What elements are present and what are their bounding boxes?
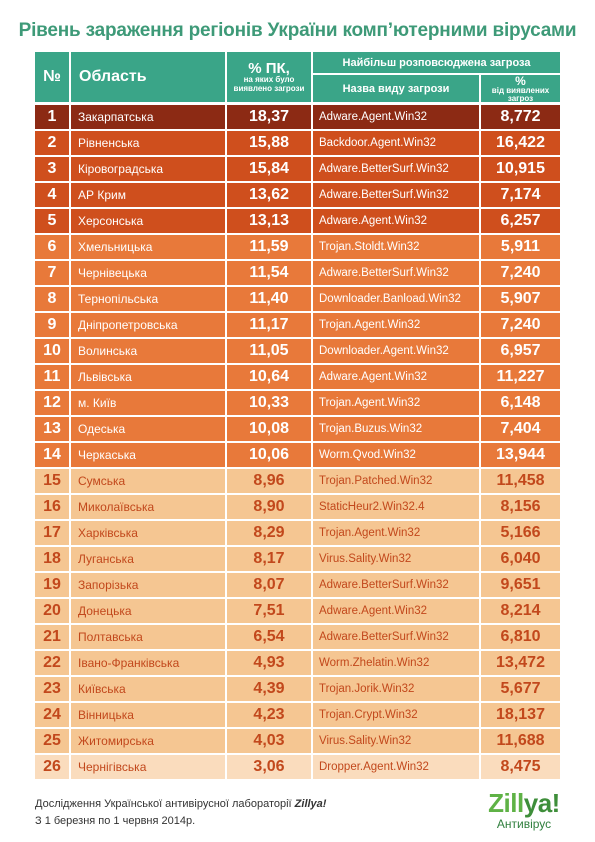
row-number: 10: [35, 339, 69, 365]
table-header: [35, 52, 560, 102]
header-threat: Найбільш розповсюджена загроза: [313, 52, 560, 73]
row-pct: 7,51: [227, 599, 311, 625]
row-share: 13,944: [481, 443, 560, 469]
row-number: 17: [35, 521, 69, 547]
row-region: Дніпропетровська: [71, 313, 225, 339]
table-row: [35, 417, 560, 443]
row-threat-name: StaticHeur2.Win32.4: [313, 495, 479, 521]
row-region: Івано-Франківська: [71, 651, 225, 677]
row-pct: 10,33: [227, 391, 311, 417]
row-share: 16,422: [481, 131, 560, 157]
header-share-subtitle: від виявлених загроз: [491, 85, 550, 103]
table-row: [35, 729, 560, 755]
row-number: 13: [35, 417, 69, 443]
table-row: [35, 157, 560, 183]
table-row: [35, 443, 560, 469]
header-share-title: %: [515, 73, 526, 88]
row-threat-name: Adware.Agent.Win32: [313, 209, 479, 235]
row-pct: 8,96: [227, 469, 311, 495]
row-region: Вінницька: [71, 703, 225, 729]
row-share: 6,810: [481, 625, 560, 651]
header-pct: [227, 52, 311, 102]
table-body: [35, 105, 560, 781]
row-pct: 11,05: [227, 339, 311, 365]
row-number: 12: [35, 391, 69, 417]
row-number: 8: [35, 287, 69, 313]
table-row: [35, 469, 560, 495]
row-pct: 18,37: [227, 105, 311, 131]
row-region: Волинська: [71, 339, 225, 365]
table-row: [35, 183, 560, 209]
row-pct: 4,39: [227, 677, 311, 703]
row-pct: 11,54: [227, 261, 311, 287]
row-pct: 15,88: [227, 131, 311, 157]
table-row: [35, 677, 560, 703]
row-threat-name: Trojan.Buzus.Win32: [313, 417, 479, 443]
row-pct: 4,03: [227, 729, 311, 755]
row-share: 7,404: [481, 417, 560, 443]
row-region: Закарпатська: [71, 105, 225, 131]
row-share: 5,677: [481, 677, 560, 703]
table-row: [35, 105, 560, 131]
row-number: 18: [35, 547, 69, 573]
row-share: 7,174: [481, 183, 560, 209]
zillya-logo: [484, 790, 564, 831]
row-threat-name: Adware.Agent.Win32: [313, 105, 479, 131]
row-threat-name: Dropper.Agent.Win32: [313, 755, 479, 781]
row-share: 6,040: [481, 547, 560, 573]
row-threat-name: Trojan.Agent.Win32: [313, 521, 479, 547]
header-pct-subtitle: на яких було виявлено загрози: [233, 75, 305, 93]
footer-source: Дослідження Української антивірусної лабораторії: [35, 798, 295, 810]
table-row: [35, 339, 560, 365]
row-threat-name: Adware.Agent.Win32: [313, 599, 479, 625]
row-threat-name: Worm.Qvod.Win32: [313, 443, 479, 469]
header-pct-title: % ПК,: [248, 59, 290, 77]
row-threat-name: Adware.BetterSurf.Win32: [313, 183, 479, 209]
row-number: 11: [35, 365, 69, 391]
footer-line-1: [35, 796, 326, 813]
row-share: 8,214: [481, 599, 560, 625]
row-pct: 8,17: [227, 547, 311, 573]
row-number: 3: [35, 157, 69, 183]
table-row: [35, 131, 560, 157]
table-row: [35, 209, 560, 235]
row-number: 16: [35, 495, 69, 521]
row-region: Полтавська: [71, 625, 225, 651]
row-threat-name: Trojan.Agent.Win32: [313, 391, 479, 417]
row-pct: 10,08: [227, 417, 311, 443]
row-region: Херсонська: [71, 209, 225, 235]
row-share: 7,240: [481, 313, 560, 339]
row-pct: 11,59: [227, 235, 311, 261]
row-region: АР Крим: [71, 183, 225, 209]
table-row: [35, 703, 560, 729]
row-share: 8,156: [481, 495, 560, 521]
row-pct: 10,64: [227, 365, 311, 391]
row-number: 14: [35, 443, 69, 469]
table-row: [35, 365, 560, 391]
header-num: №: [35, 52, 69, 102]
row-share: 11,688: [481, 729, 560, 755]
row-number: 20: [35, 599, 69, 625]
row-threat-name: Adware.BetterSurf.Win32: [313, 625, 479, 651]
row-pct: 13,62: [227, 183, 311, 209]
row-region: Луганська: [71, 547, 225, 573]
row-pct: 15,84: [227, 157, 311, 183]
row-pct: 10,06: [227, 443, 311, 469]
row-region: Хмельницька: [71, 235, 225, 261]
row-region: Чернігівська: [71, 755, 225, 781]
row-threat-name: Downloader.Banload.Win32: [313, 287, 479, 313]
page-title: Рівень зараження регіонів України комп’ютерними вірусами: [18, 20, 577, 41]
row-pct: 6,54: [227, 625, 311, 651]
row-region: Миколаївська: [71, 495, 225, 521]
row-pct: 8,90: [227, 495, 311, 521]
row-number: 4: [35, 183, 69, 209]
row-region: Донецька: [71, 599, 225, 625]
row-number: 21: [35, 625, 69, 651]
row-number: 22: [35, 651, 69, 677]
row-region: Житомирська: [71, 729, 225, 755]
row-threat-name: Trojan.Jorik.Win32: [313, 677, 479, 703]
logo-wordmark: [484, 790, 564, 816]
row-threat-name: Trojan.Agent.Win32: [313, 313, 479, 339]
table-row: [35, 625, 560, 651]
row-region: Харківська: [71, 521, 225, 547]
row-pct: 8,07: [227, 573, 311, 599]
row-pct: 8,29: [227, 521, 311, 547]
table-row: [35, 599, 560, 625]
footer-brand: Zillya!: [294, 798, 327, 810]
table-row: [35, 313, 560, 339]
row-number: 15: [35, 469, 69, 495]
row-pct: 4,23: [227, 703, 311, 729]
table-row: [35, 235, 560, 261]
row-region: Тернопільська: [71, 287, 225, 313]
logo-subtitle: Антивірус: [496, 817, 552, 831]
row-region: Чернівецька: [71, 261, 225, 287]
row-region: Рівненська: [71, 131, 225, 157]
row-threat-name: Worm.Zhelatin.Win32: [313, 651, 479, 677]
row-share: 13,472: [481, 651, 560, 677]
row-share: 9,651: [481, 573, 560, 599]
row-share: 8,772: [481, 105, 560, 131]
row-number: 24: [35, 703, 69, 729]
row-share: 18,137: [481, 703, 560, 729]
header-region: Область: [71, 52, 225, 102]
table-row: [35, 261, 560, 287]
table-row: [35, 547, 560, 573]
row-pct: 4,93: [227, 651, 311, 677]
row-pct: 11,40: [227, 287, 311, 313]
header-share: [481, 75, 560, 102]
table-row: [35, 521, 560, 547]
row-number: 1: [35, 105, 69, 131]
row-region: Одеська: [71, 417, 225, 443]
row-number: 6: [35, 235, 69, 261]
table-row: [35, 391, 560, 417]
row-threat-name: Adware.BetterSurf.Win32: [313, 573, 479, 599]
row-threat-name: Adware.BetterSurf.Win32: [313, 261, 479, 287]
row-threat-name: Downloader.Agent.Win32: [313, 339, 479, 365]
row-number: 9: [35, 313, 69, 339]
row-number: 23: [35, 677, 69, 703]
row-number: 2: [35, 131, 69, 157]
row-share: 5,166: [481, 521, 560, 547]
row-share: 8,475: [481, 755, 560, 781]
row-number: 5: [35, 209, 69, 235]
row-region: Сумська: [71, 469, 225, 495]
footer-note: [35, 796, 326, 830]
row-threat-name: Backdoor.Agent.Win32: [313, 131, 479, 157]
row-share: 11,227: [481, 365, 560, 391]
row-pct: 11,17: [227, 313, 311, 339]
row-region: м. Київ: [71, 391, 225, 417]
header-threat-name: Назва виду загрози: [313, 75, 479, 102]
row-region: Кіровоградська: [71, 157, 225, 183]
row-share: 6,257: [481, 209, 560, 235]
table-row: [35, 495, 560, 521]
row-share: 6,957: [481, 339, 560, 365]
row-number: 19: [35, 573, 69, 599]
row-region: Київська: [71, 677, 225, 703]
row-threat-name: Adware.Agent.Win32: [313, 365, 479, 391]
row-region: Черкаська: [71, 443, 225, 469]
row-threat-name: Virus.Sality.Win32: [313, 729, 479, 755]
row-threat-name: Trojan.Stoldt.Win32: [313, 235, 479, 261]
row-region: Львівська: [71, 365, 225, 391]
row-threat-name: Trojan.Patched.Win32: [313, 469, 479, 495]
row-region: Запорізька: [71, 573, 225, 599]
row-share: 5,911: [481, 235, 560, 261]
row-pct: 13,13: [227, 209, 311, 235]
row-share: 5,907: [481, 287, 560, 313]
table-row: [35, 573, 560, 599]
row-number: 7: [35, 261, 69, 287]
infection-table: [35, 52, 560, 781]
row-threat-name: Virus.Sality.Win32: [313, 547, 479, 573]
row-share: 11,458: [481, 469, 560, 495]
row-pct: 3,06: [227, 755, 311, 781]
table-row: [35, 755, 560, 781]
table-row: [35, 651, 560, 677]
logo-wordmark-b: ya!: [523, 788, 560, 818]
row-number: 26: [35, 755, 69, 781]
footer-line-2: З 1 березня по 1 червня 2014р.: [35, 815, 196, 827]
row-share: 10,915: [481, 157, 560, 183]
logo-wordmark-a: Zill: [488, 788, 524, 818]
table-row: [35, 287, 560, 313]
row-share: 7,240: [481, 261, 560, 287]
row-threat-name: Trojan.Crypt.Win32: [313, 703, 479, 729]
row-share: 6,148: [481, 391, 560, 417]
row-number: 25: [35, 729, 69, 755]
row-threat-name: Adware.BetterSurf.Win32: [313, 157, 479, 183]
